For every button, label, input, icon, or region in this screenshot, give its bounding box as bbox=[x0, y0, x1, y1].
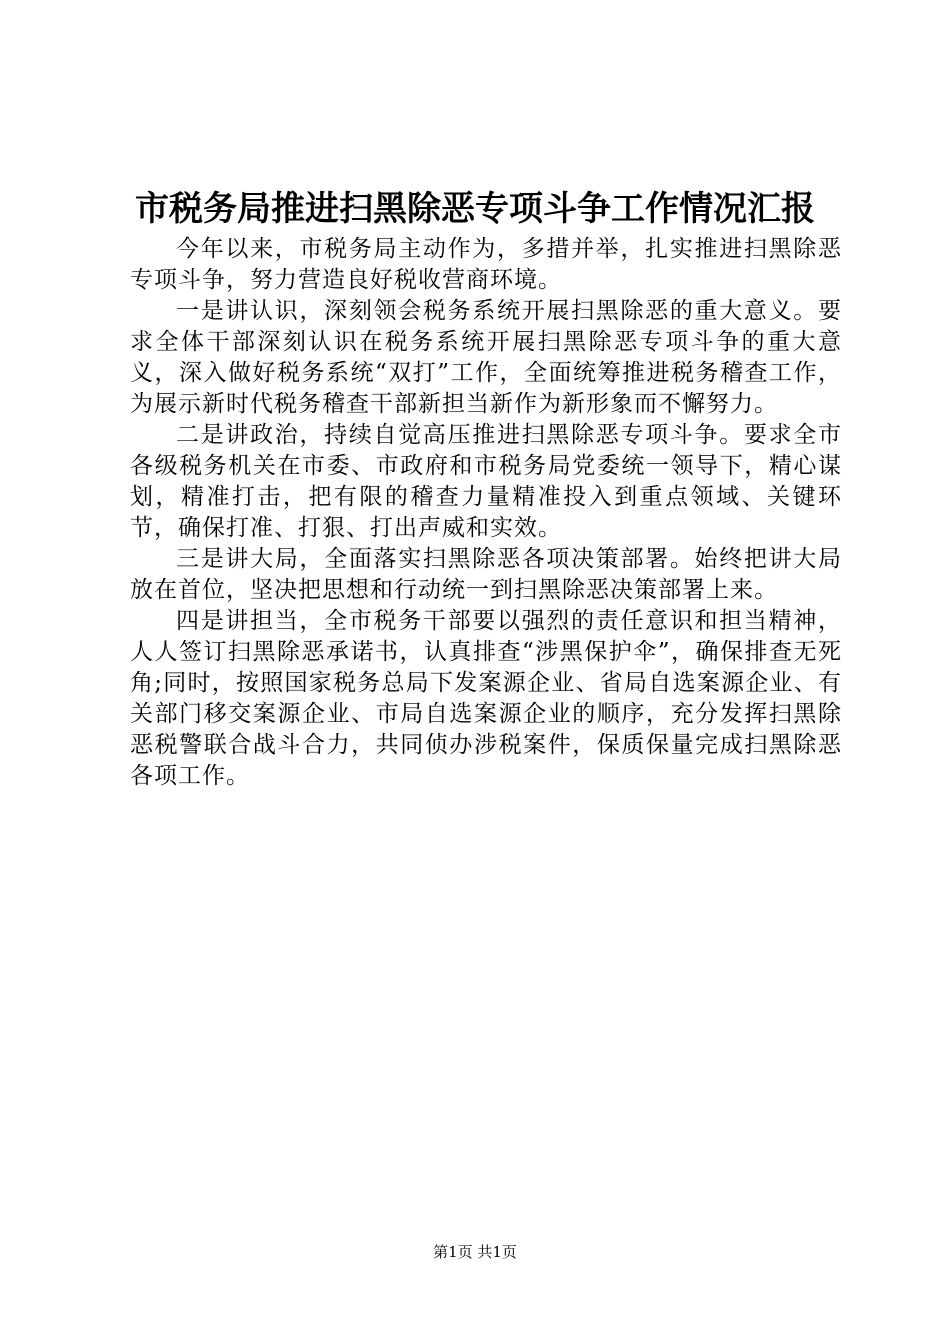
paragraph-point-1: 一是讲认识，深刻领会税务系统开展扫黑除恶的重大意义。要求全体干部深刻认识在税务系统开展扫黑除恶专项斗争的重大意义，深入做好税务系统“双打”工作，全面统筹推进税务稽查工作，为展示新时代税务稽查干部新担当新作为新形象而不懈努力。 bbox=[130, 298, 842, 417]
paragraph-point-2: 二是讲政治，持续自觉高压推进扫黑除恶专项斗争。要求全市各级税务机关在市委、市政府和市税务局党委统一领导下，精心谋划，精准打击，把有限的稽查力量精准投入到重点领域、关键环节，确保打准、打狠、打出声威和实效。 bbox=[130, 422, 842, 541]
paragraph-intro: 今年以来，市税务局主动作为，多措并举，扎实推进扫黑除恶专项斗争，努力营造良好税收营商环境。 bbox=[130, 236, 842, 293]
paragraph-point-4: 四是讲担当，全市税务干部要以强烈的责任意识和担当精神，人人签订扫黑除恶承诺书，认真排查“涉黑保护伞”，确保排查无死角;同时，按照国家税务总局下发案源企业、省局自选案源企业、有关部门移交案源企业、市局自选案源企业的顺序，充分发挥扫黑除恶税警联合战斗合力，共同侦办涉税案件，保质保量完成扫黑除恶各项工作。 bbox=[130, 608, 842, 789]
page-number-footer: 第1页 共1页 bbox=[433, 1243, 517, 1261]
document-body bbox=[130, 234, 842, 792]
document-title: 市税务局推进扫黑除恶专项斗争工作情况汇报 bbox=[135, 189, 815, 229]
paragraph-point-3: 三是讲大局，全面落实扫黑除恶各项决策部署。始终把讲大局放在首位，坚决把思想和行动统一到扫黑除恶决策部署上来。 bbox=[130, 546, 842, 603]
